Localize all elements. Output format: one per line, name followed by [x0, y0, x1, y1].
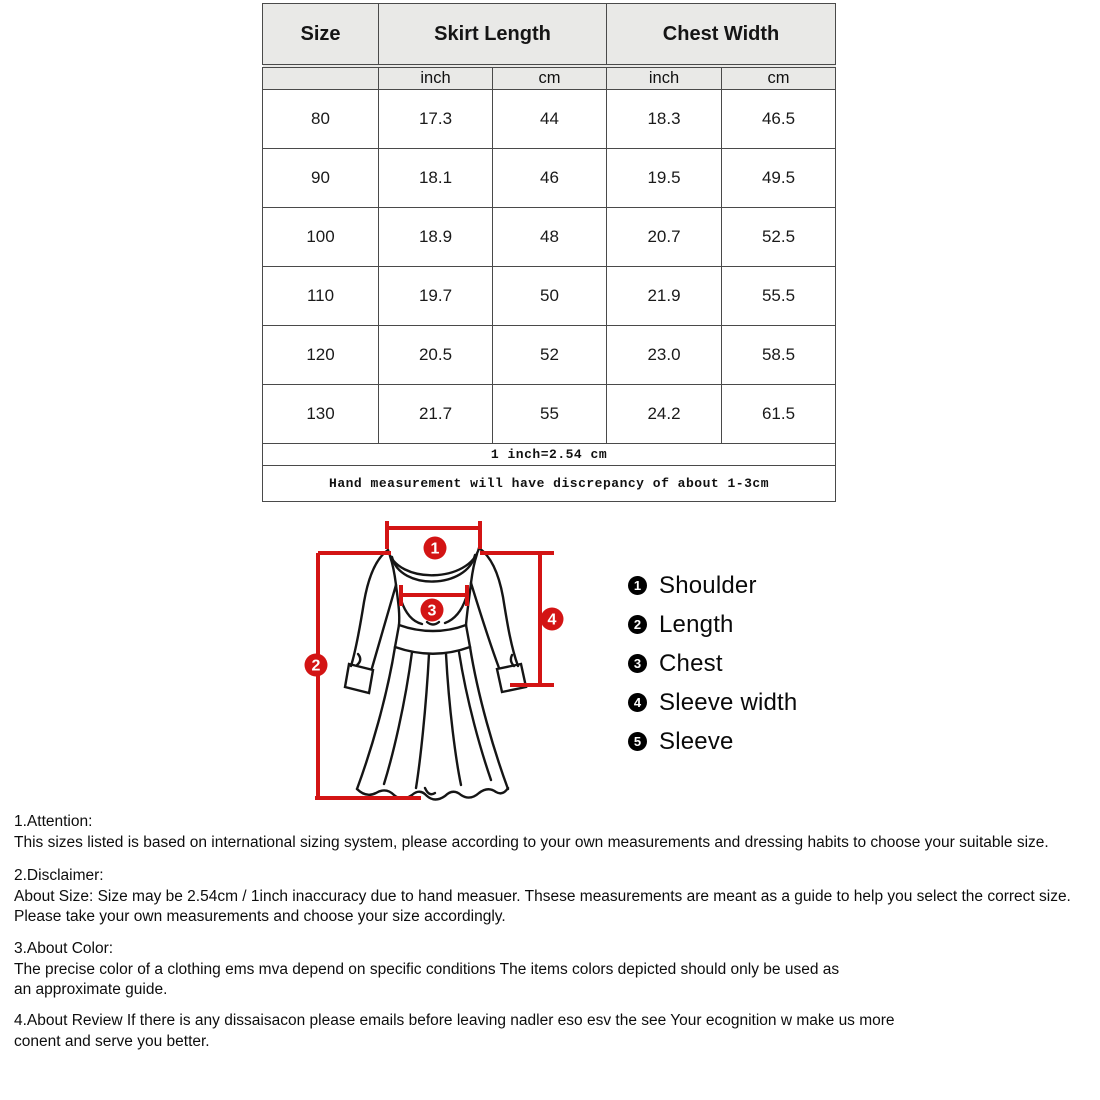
skirt-cm-value: 46: [493, 149, 607, 208]
about-review-text-line2: conent and serve you better.: [14, 1032, 210, 1050]
chest-inch-value: 18.3: [607, 90, 722, 149]
attention-title: 1.Attention:: [14, 813, 93, 830]
badge-chest-number: 3: [427, 602, 437, 620]
table-row: [263, 267, 836, 326]
chest-cm-value: 49.5: [722, 149, 836, 208]
units-skirt-inch: inch: [379, 66, 493, 90]
inch-conversion-note: 1 inch=2.54 cm: [263, 444, 836, 466]
badge-sleeve-width-number: 4: [547, 611, 557, 629]
measurement-lines: [315, 521, 554, 798]
legend-label: Sleeve width: [659, 688, 798, 716]
table-header-row: [263, 4, 836, 67]
col-header-size: Size: [263, 4, 379, 67]
skirt-inch-value: 17.3: [379, 90, 493, 149]
circled-number-icon: 5: [628, 732, 647, 751]
size-value: 130: [263, 385, 379, 444]
skirt-inch-value: 21.7: [379, 385, 493, 444]
skirt-cm-value: 48: [493, 208, 607, 267]
disclaimer-text-line2: Please take your own measurements and choose your size accordingly.: [14, 908, 506, 925]
skirt-inch-value: 18.1: [379, 149, 493, 208]
badge-length-number: 2: [311, 657, 321, 675]
size-value: 80: [263, 90, 379, 149]
measurement-legend: [628, 566, 928, 761]
legend-label: Sleeve: [659, 727, 734, 755]
size-value: 110: [263, 267, 379, 326]
chest-cm-value: 46.5: [722, 90, 836, 149]
circled-number-icon: 1: [628, 576, 647, 595]
units-chest-cm: cm: [722, 66, 836, 90]
legend-label: Shoulder: [659, 571, 757, 599]
size-table: [262, 3, 836, 502]
units-skirt-cm: cm: [493, 66, 607, 90]
dress-outline-illustration: [295, 505, 610, 815]
size-value: 120: [263, 326, 379, 385]
chest-cm-value: 55.5: [722, 267, 836, 326]
col-header-skirt-length: Skirt Length: [379, 4, 607, 67]
chest-inch-value: 20.7: [607, 208, 722, 267]
legend-item-chest: [628, 644, 928, 683]
table-row: [263, 326, 836, 385]
size-value: 90: [263, 149, 379, 208]
units-empty-cell: [263, 66, 379, 90]
about-review-text-line1: 4.About Review If there is any dissaisacon please emails before leaving nadler eso esv the see Your ecognition w make us more: [14, 1012, 895, 1029]
chest-inch-value: 23.0: [607, 326, 722, 385]
table-row: [263, 149, 836, 208]
chest-cm-value: 58.5: [722, 326, 836, 385]
skirt-inch-value: 20.5: [379, 326, 493, 385]
about-color-note: [14, 939, 1094, 1001]
circled-number-icon: 2: [628, 615, 647, 634]
chest-inch-value: 19.5: [607, 149, 722, 208]
skirt-inch-value: 18.9: [379, 208, 493, 267]
measurement-discrepancy-note: Hand measurement will have discrepancy of about 1-3cm: [263, 466, 836, 502]
legend-label: Length: [659, 610, 734, 638]
disclaimer-title: 2.Disclaimer:: [14, 867, 104, 884]
circled-number-icon: 3: [628, 654, 647, 673]
attention-note: [14, 812, 1094, 853]
table-row: [263, 90, 836, 149]
table-row: [263, 208, 836, 267]
table-note-row: [263, 444, 836, 466]
disclaimer-note: [14, 866, 1094, 928]
units-chest-inch: inch: [607, 66, 722, 90]
table-note-row: [263, 466, 836, 502]
chest-inch-value: 24.2: [607, 385, 722, 444]
legend-item-length: [628, 605, 928, 644]
dress-outline: [345, 548, 526, 800]
legend-item-sleeve: [628, 722, 928, 761]
about-color-text-line1: The precise color of a clothing ems mva depend on specific conditions The items colors depicted should only be used as: [14, 960, 840, 978]
measurement-badges: [305, 537, 564, 677]
skirt-inch-value: 19.7: [379, 267, 493, 326]
legend-item-sleeve-width: [628, 683, 928, 722]
legend-item-shoulder: [628, 566, 928, 605]
attention-text: This sizes listed is based on international sizing system, please according to your own measurements and dressing habits to choose your suitable size.: [14, 833, 1049, 851]
disclaimer-text-line1: About Size: Size may be 2.54cm / 1inch inaccuracy due to hand measuer. Thsese measurements are meant as a guide to help you select the correct size.: [14, 887, 1071, 905]
about-color-title: 3.About Color:: [14, 940, 114, 957]
table-row: [263, 385, 836, 444]
badge-shoulder-number: 1: [430, 540, 440, 558]
circled-number-icon: 4: [628, 693, 647, 712]
chest-cm-value: 52.5: [722, 208, 836, 267]
col-header-chest-width: Chest Width: [607, 4, 836, 67]
skirt-cm-value: 55: [493, 385, 607, 444]
skirt-cm-value: 52: [493, 326, 607, 385]
about-color-text-line2: an approximate guide.: [14, 981, 168, 998]
about-review-note: [14, 1011, 1094, 1052]
chest-inch-value: 21.9: [607, 267, 722, 326]
skirt-cm-value: 44: [493, 90, 607, 149]
chest-cm-value: 61.5: [722, 385, 836, 444]
legend-label: Chest: [659, 649, 723, 677]
size-value: 100: [263, 208, 379, 267]
table-units-row: [263, 66, 836, 90]
skirt-cm-value: 50: [493, 267, 607, 326]
measurement-diagram: [295, 505, 610, 815]
